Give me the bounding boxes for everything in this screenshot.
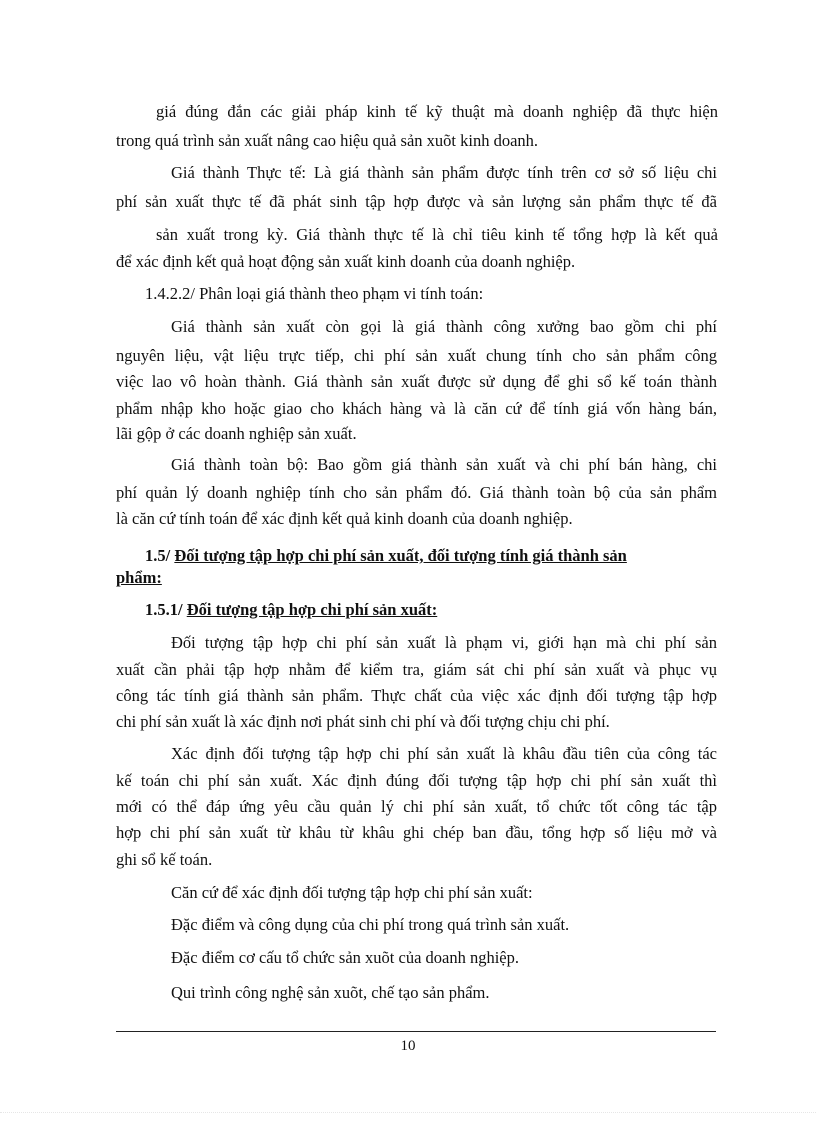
heading-1-5-title-cont: phẩm: [116, 568, 162, 587]
text-line: Giá thành toàn bộ: Bao gồm giá thành sản xuất và chi phí bán hàng, chi [171, 455, 717, 474]
list-item: Đặc điểm cơ cấu tổ chức sản xuõt của doanh nghiệp. [171, 948, 520, 967]
text-line: xuất cần phải tập hợp nhằm để kiểm tra, giám sát chi phí sản xuất và phục vụ [116, 660, 717, 679]
heading-1-5-1 [145, 600, 437, 620]
text-line: là căn cứ tính toán để xác định kết quả kinh doanh của doanh nghiệp. [116, 509, 573, 528]
text-line: Căn cứ để xác định đối tượng tập hợp chi phí sản xuất: [171, 883, 533, 902]
text-line: hợp chi phí sản xuất từ khâu từ khâu ghi chép ban đầu, tổng hợp số liệu mở và [116, 823, 717, 842]
text-line: lãi gộp ở các doanh nghiệp sản xuất. [116, 424, 357, 443]
heading-1-5-1-number: 1.5.1/ [145, 600, 183, 619]
text-line: Xác định đối tượng tập hợp chi phí sản xuất là khâu đầu tiên của công tác [171, 744, 717, 763]
text-line: phí quản lý doanh nghiệp tính cho sản phẩm đó. Giá thành toàn bộ của sản phẩm [116, 483, 717, 502]
heading-1-5-title: Đối tượng tập hợp chi phí sản xuất, đối tượng tính giá thành sản [174, 546, 627, 565]
text-line: việc lao vô hoàn thành. Giá thành sản xuất được sử dụng để ghi sổ kế toán thành [116, 372, 717, 391]
page-number: 10 [400, 1038, 416, 1054]
text-line: nguyên liệu, vật liệu trực tiếp, chi phí sản xuất chung tính cho sản phẩm công [116, 346, 717, 365]
text-line: trong quá trình sản xuất nâng cao hiệu quả sản xuõt kinh doanh. [116, 131, 539, 150]
text-line: giá đúng đắn các giải pháp kinh tế kỹ thuật mà doanh nghiệp đã thực hiện [156, 102, 718, 121]
text-line: chi phí sản xuất là xác định nơi phát sinh chi phí và đối tượng chịu chi phí. [116, 712, 610, 731]
text-line: Đối tượng tập hợp chi phí sản xuất là phạm vi, giới hạn mà chi phí sản [171, 633, 717, 652]
text-line: mới có thể đáp ứng yêu cầu quản lý chi phí sản xuất, tổ chức tốt công tác tập [116, 797, 717, 816]
page-bottom-border [0, 1112, 816, 1113]
text-line: công tác tính giá thành sản phẩm. Thực chất của việc xác định đối tượng tập hợp [116, 686, 717, 705]
text-line: để xác định kết quả hoạt động sản xuất kinh doanh của doanh nghiệp. [116, 252, 576, 271]
text-line: kế toán chi phí sản xuất. Xác định đúng đối tượng tập hợp chi phí sản xuất thì [116, 771, 717, 790]
subheading-1-4-2-2: 1.4.2.2/ Phân loại giá thành theo phạm vi tính toán: [145, 284, 484, 303]
heading-1-5-1-title: Đối tượng tập hợp chi phí sản xuất: [186, 600, 438, 619]
text-line: Giá thành Thực tế: Là giá thành sản phẩm được tính trên cơ sở số liệu chi [171, 163, 717, 182]
text-line: sản xuất trong kỳ. Giá thành thực tế là chỉ tiêu kinh tế tổng hợp là kết quả [156, 225, 718, 244]
list-item: Qui trình công nghệ sản xuõt, chế tạo sản phẩm. [171, 983, 490, 1002]
text-line: Giá thành sản xuất còn gọi là giá thành công xưởng bao gồm chi phí [171, 317, 717, 336]
text-line: ghi sổ kế toán. [116, 850, 213, 869]
list-item: Đặc điểm và công dụng của chi phí trong quá trình sản xuất. [171, 915, 570, 934]
footer-rule [116, 1031, 716, 1032]
heading-1-5-number: 1.5/ [145, 546, 171, 565]
text-line: phí sản xuất thực tế đã phát sinh tập hợp được và sản lượng sản phẩm thực tế đã [116, 192, 717, 211]
text-line: phẩm nhập kho hoặc giao cho khách hàng và là căn cứ để tính giá vốn hàng bán, [116, 399, 717, 418]
heading-1-5 [145, 546, 743, 566]
